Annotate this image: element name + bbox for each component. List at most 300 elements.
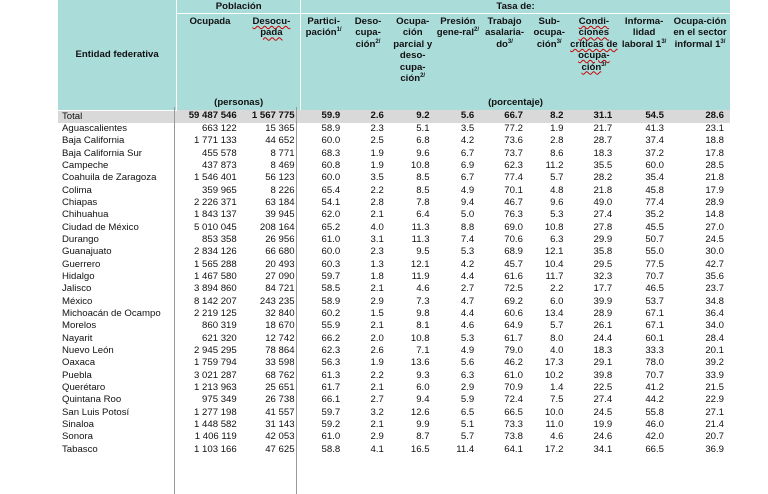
value-cell: 860 319 bbox=[202, 320, 237, 332]
value-cell: 6.0 bbox=[416, 382, 430, 394]
value-cell: 1.9 bbox=[370, 357, 384, 369]
value-cell: 17.3 bbox=[544, 357, 564, 369]
employment-table bbox=[58, 0, 730, 456]
value-cell: 9.6 bbox=[416, 147, 430, 159]
value-cell: 42 053 bbox=[265, 431, 295, 443]
value-cell: 66.1 bbox=[321, 394, 341, 406]
value-cell: 37.4 bbox=[645, 135, 664, 147]
value-cell: 61.0 bbox=[321, 233, 341, 245]
value-cell: 359 965 bbox=[202, 184, 237, 196]
table-row bbox=[58, 123, 730, 135]
table-row bbox=[58, 357, 730, 369]
table-row bbox=[58, 271, 730, 283]
value-cell: 70.7 bbox=[645, 270, 664, 282]
value-cell: 21.4 bbox=[705, 419, 724, 431]
value-cell: 7.4 bbox=[460, 233, 475, 245]
table-row bbox=[58, 296, 730, 308]
header-col: Ocupa-ción en el sector informal $1^{3/}$ bbox=[670, 14, 730, 96]
value-cell: 6.3 bbox=[550, 233, 564, 245]
value-cell: 1.3 bbox=[370, 258, 384, 270]
value-cell: 4.6 bbox=[460, 320, 475, 332]
value-cell: 70.6 bbox=[504, 233, 523, 245]
value-cell: 1.9 bbox=[370, 159, 384, 171]
value-cell: 4.9 bbox=[460, 184, 475, 196]
state-name-cell: Quintana Roo bbox=[62, 394, 122, 406]
value-cell: 42.7 bbox=[705, 258, 724, 270]
value-cell: 66.7 bbox=[480, 110, 529, 123]
value-cell: 69.2 bbox=[504, 295, 523, 307]
value-cell: 18.3 bbox=[593, 345, 613, 357]
value-cell: 58.9 bbox=[321, 295, 341, 307]
state-name-cell: San Luis Potosí bbox=[62, 406, 130, 418]
value-cell: 77.4 bbox=[645, 196, 664, 208]
value-cell: 2.1 bbox=[370, 419, 384, 431]
value-cell: 29.1 bbox=[593, 357, 613, 369]
table-row bbox=[58, 308, 730, 320]
value-cell: 2.8 bbox=[550, 135, 564, 147]
value-cell: 5 010 045 bbox=[194, 221, 237, 233]
value-cell: 65.4 bbox=[321, 184, 341, 196]
value-cell: 55.8 bbox=[645, 406, 664, 418]
value-cell: 33 598 bbox=[265, 357, 295, 369]
value-cell: 8 771 bbox=[270, 147, 295, 159]
value-cell: 76.3 bbox=[504, 209, 523, 221]
value-cell: 44 652 bbox=[265, 135, 295, 147]
value-cell: 4.1 bbox=[370, 443, 384, 455]
value-cell: 56 123 bbox=[265, 172, 295, 184]
state-name-cell: Querétaro bbox=[62, 382, 106, 394]
value-cell: 62.3 bbox=[321, 345, 341, 357]
value-cell: 59.2 bbox=[321, 419, 341, 431]
state-name-cell: Michoacán de Ocampo bbox=[62, 308, 161, 319]
value-cell: 16.5 bbox=[410, 443, 430, 455]
value-cell: 77.4 bbox=[504, 172, 523, 184]
value-cell: 33.3 bbox=[645, 345, 664, 357]
value-cell: 2.7 bbox=[370, 394, 384, 406]
table-row bbox=[58, 419, 730, 431]
table-row bbox=[58, 259, 730, 271]
value-cell: 31 143 bbox=[265, 419, 295, 431]
value-cell: 69.0 bbox=[504, 221, 523, 233]
value-cell: 66 680 bbox=[265, 246, 295, 258]
value-cell: 35.5 bbox=[593, 159, 613, 171]
value-cell: 1 213 963 bbox=[194, 382, 237, 394]
value-cell: 3.5 bbox=[370, 172, 384, 184]
value-cell: 35.6 bbox=[705, 270, 724, 282]
value-cell: 6.7 bbox=[460, 172, 475, 184]
value-cell: 8 226 bbox=[270, 184, 295, 196]
value-cell: 24.5 bbox=[705, 233, 724, 245]
state-name-cell: Total bbox=[58, 110, 177, 123]
table-row bbox=[58, 320, 730, 332]
value-cell: 9.6 bbox=[550, 196, 564, 208]
value-cell: 45.5 bbox=[645, 221, 664, 233]
value-cell: 8.8 bbox=[460, 221, 475, 233]
value-cell: 6.7 bbox=[460, 147, 475, 159]
state-name-cell: Oaxaca bbox=[62, 357, 96, 369]
value-cell: 1 448 582 bbox=[194, 419, 237, 431]
state-name-cell: Guerrero bbox=[62, 258, 101, 270]
header-col: Presión gene-ral$^{2/}$ bbox=[436, 14, 481, 96]
value-cell: 5.9 bbox=[460, 394, 475, 406]
value-cell: 27.8 bbox=[593, 221, 613, 233]
value-cell: 2.2 bbox=[370, 369, 384, 381]
value-cell: 1.4 bbox=[550, 382, 564, 394]
value-cell: 27 090 bbox=[265, 270, 295, 282]
value-cell: 77.5 bbox=[645, 258, 664, 270]
value-cell: 437 873 bbox=[202, 159, 237, 171]
value-cell: 41.2 bbox=[645, 382, 664, 394]
value-cell: 18.8 bbox=[705, 135, 724, 147]
table-row bbox=[58, 234, 730, 246]
table-row bbox=[58, 135, 730, 147]
value-cell: 15 365 bbox=[265, 122, 295, 134]
header-col: Condi-ciones críticas de ocupa-ción$^{3/}$ bbox=[570, 14, 619, 96]
value-cell: 2.3 bbox=[370, 246, 384, 258]
state-name-cell: Nayarit bbox=[62, 332, 93, 344]
state-name-cell: Campeche bbox=[62, 159, 109, 171]
value-cell: 36.4 bbox=[705, 308, 724, 319]
value-cell: 7.8 bbox=[416, 196, 430, 208]
value-cell: 64.9 bbox=[504, 320, 523, 332]
value-cell: 8.2 bbox=[529, 110, 570, 123]
value-cell: 6.9 bbox=[460, 159, 475, 171]
value-cell: 5.7 bbox=[550, 320, 564, 332]
value-cell: 4.2 bbox=[460, 258, 475, 270]
value-cell: 11.3 bbox=[411, 233, 430, 245]
table-row bbox=[58, 333, 730, 345]
value-cell: 2.9 bbox=[460, 382, 475, 394]
value-cell: 4.6 bbox=[416, 283, 430, 295]
value-cell: 54.5 bbox=[618, 110, 670, 123]
value-cell: 35.8 bbox=[593, 246, 613, 258]
value-cell: 68.3 bbox=[321, 147, 341, 159]
value-cell: 10.4 bbox=[544, 258, 564, 270]
state-name-cell: Jalisco bbox=[62, 283, 92, 295]
state-name-cell: Sonora bbox=[62, 431, 93, 443]
value-cell: 61.7 bbox=[321, 382, 341, 394]
value-cell: 27.4 bbox=[593, 209, 613, 221]
value-cell: 18 670 bbox=[265, 320, 295, 332]
value-cell: 208 164 bbox=[259, 221, 295, 233]
table-row bbox=[58, 394, 730, 406]
header-poblacion: Población bbox=[177, 0, 301, 14]
value-cell: 11.3 bbox=[411, 221, 430, 233]
value-cell: 5.1 bbox=[460, 419, 475, 431]
value-cell: 59.7 bbox=[321, 406, 341, 418]
state-name-cell: Tabasco bbox=[62, 443, 98, 455]
value-cell: 22.9 bbox=[705, 394, 724, 406]
value-cell: 23.7 bbox=[705, 283, 724, 295]
value-cell: 46.5 bbox=[645, 283, 664, 295]
value-cell: 68.9 bbox=[504, 246, 523, 258]
value-cell: 6.5 bbox=[460, 406, 475, 418]
value-cell: 1 565 288 bbox=[194, 258, 237, 270]
value-cell: 61.6 bbox=[504, 270, 523, 282]
value-cell: 62.3 bbox=[504, 159, 523, 171]
value-cell: 2 945 295 bbox=[194, 345, 237, 357]
value-cell: 2.1 bbox=[370, 382, 384, 394]
state-name-cell: Morelos bbox=[62, 320, 97, 332]
value-cell: 8.0 bbox=[550, 332, 564, 344]
value-cell: 5.3 bbox=[460, 332, 475, 344]
value-cell: 59.9 bbox=[301, 110, 347, 123]
value-cell: 11.2 bbox=[545, 159, 564, 171]
value-cell: 20.1 bbox=[705, 345, 724, 357]
value-cell: 621 320 bbox=[202, 332, 237, 344]
value-cell: 32 840 bbox=[265, 308, 295, 319]
value-cell: 61.7 bbox=[504, 332, 523, 344]
value-cell: 27.1 bbox=[705, 406, 724, 418]
header-tasa: Tasa de: bbox=[301, 0, 730, 14]
value-cell: 5.6 bbox=[460, 357, 475, 369]
value-cell: 3 021 287 bbox=[194, 369, 237, 381]
value-cell: 79.0 bbox=[504, 345, 523, 357]
value-cell: 61.3 bbox=[321, 369, 341, 381]
value-cell: 2.3 bbox=[370, 122, 384, 134]
value-cell: 68 762 bbox=[265, 369, 295, 381]
value-cell: 28.4 bbox=[705, 332, 724, 344]
value-cell: 4.4 bbox=[460, 270, 475, 282]
value-cell: 5.1 bbox=[416, 122, 430, 134]
value-cell: 39.9 bbox=[593, 295, 613, 307]
value-cell: 67.1 bbox=[645, 308, 664, 319]
value-cell: 2.7 bbox=[460, 283, 475, 295]
value-cell: 29.9 bbox=[593, 233, 613, 245]
header-desocupada: Desocu-pada bbox=[243, 14, 301, 96]
table-row bbox=[58, 431, 730, 443]
state-name-cell: Hidalgo bbox=[62, 270, 95, 282]
value-cell: 12.1 bbox=[544, 246, 564, 258]
value-cell: 1 103 166 bbox=[194, 443, 237, 455]
value-cell: 5.6 bbox=[436, 110, 481, 123]
value-cell: 50.7 bbox=[645, 233, 664, 245]
value-cell: 4.9 bbox=[460, 345, 475, 357]
table-row bbox=[58, 370, 730, 382]
value-cell: 9.2 bbox=[390, 110, 436, 123]
state-name-cell: Nuevo León bbox=[62, 345, 114, 357]
value-cell: 60.6 bbox=[504, 308, 523, 319]
value-cell: 36.9 bbox=[705, 443, 724, 455]
value-cell: 1 546 401 bbox=[194, 172, 237, 184]
value-cell: 39 945 bbox=[265, 209, 295, 221]
value-cell: 2.1 bbox=[370, 283, 384, 295]
value-cell: 5.0 bbox=[460, 209, 475, 221]
column-divider bbox=[296, 107, 297, 494]
value-cell: 30.0 bbox=[705, 246, 724, 258]
value-cell: 31.1 bbox=[570, 110, 619, 123]
value-cell: 11.7 bbox=[545, 270, 564, 282]
value-cell: 1 771 133 bbox=[194, 135, 237, 147]
value-cell: 663 122 bbox=[202, 122, 237, 134]
value-cell: 64.1 bbox=[504, 443, 523, 455]
value-cell: 3.5 bbox=[460, 122, 475, 134]
value-cell: 37.2 bbox=[645, 147, 664, 159]
value-cell: 61.0 bbox=[504, 369, 523, 381]
value-cell: 60.0 bbox=[321, 135, 341, 147]
state-name-cell: Colima bbox=[62, 184, 92, 196]
table-row bbox=[58, 148, 730, 160]
value-cell: 78.0 bbox=[645, 357, 664, 369]
value-cell: 19.9 bbox=[593, 419, 613, 431]
value-cell: 27.4 bbox=[593, 394, 613, 406]
value-cell: 4.4 bbox=[460, 308, 475, 319]
value-cell: 13.6 bbox=[410, 357, 430, 369]
state-name-cell: Guanajuato bbox=[62, 246, 112, 258]
value-cell: 10.8 bbox=[410, 159, 430, 171]
value-cell: 46.2 bbox=[504, 357, 523, 369]
value-cell: 13.4 bbox=[544, 308, 564, 319]
value-cell: 21.7 bbox=[593, 122, 613, 134]
value-cell: 2.0 bbox=[370, 332, 384, 344]
value-cell: 4.0 bbox=[550, 345, 564, 357]
value-cell: 73.7 bbox=[504, 147, 523, 159]
value-cell: 8.7 bbox=[416, 431, 430, 443]
value-cell: 60.0 bbox=[645, 159, 664, 171]
value-cell: 58.8 bbox=[321, 443, 341, 455]
value-cell: 17.2 bbox=[544, 443, 564, 455]
value-cell: 24.5 bbox=[593, 406, 613, 418]
value-cell: 72.4 bbox=[504, 394, 523, 406]
value-cell: 7.3 bbox=[416, 295, 430, 307]
value-cell: 9.5 bbox=[416, 246, 430, 258]
value-cell: 12 742 bbox=[265, 332, 295, 344]
value-cell: 77.2 bbox=[504, 122, 523, 134]
state-name-cell: Puebla bbox=[62, 369, 92, 381]
table-row bbox=[58, 382, 730, 394]
value-cell: 21.8 bbox=[593, 184, 613, 196]
value-cell: 8.6 bbox=[550, 147, 564, 159]
value-cell: 58.5 bbox=[321, 283, 341, 295]
header-entidad: Entidad federativa bbox=[58, 0, 177, 110]
value-cell: 2.9 bbox=[370, 295, 384, 307]
value-cell: 3.1 bbox=[370, 233, 384, 245]
value-cell: 5.7 bbox=[550, 172, 564, 184]
value-cell: 46.7 bbox=[504, 196, 523, 208]
table-row bbox=[58, 209, 730, 221]
value-cell: 2 834 126 bbox=[194, 246, 237, 258]
value-cell: 4.6 bbox=[550, 431, 564, 443]
value-cell: 24.6 bbox=[593, 431, 613, 443]
value-cell: 39.2 bbox=[705, 357, 724, 369]
table-row bbox=[58, 197, 730, 209]
header-col: Ocupa-ción parcial y deso-cupa-ción$^{2/}$ bbox=[390, 14, 436, 96]
value-cell: 4.7 bbox=[460, 295, 475, 307]
value-cell: 23.1 bbox=[705, 122, 724, 134]
header-col: Trabajo asalaria-$do^{3/}$ bbox=[480, 14, 529, 96]
value-cell: 53.7 bbox=[645, 295, 664, 307]
value-cell: 455 578 bbox=[202, 147, 237, 159]
value-cell: 2.5 bbox=[370, 135, 384, 147]
value-cell: 4.2 bbox=[460, 135, 475, 147]
value-cell: 67.1 bbox=[645, 320, 664, 332]
value-cell: 66.5 bbox=[645, 443, 664, 455]
value-cell: 1.8 bbox=[370, 270, 384, 282]
value-cell: 54.1 bbox=[321, 196, 341, 208]
value-cell: 44.2 bbox=[645, 394, 664, 406]
value-cell: 5.3 bbox=[550, 209, 564, 221]
value-cell: 8.1 bbox=[416, 320, 430, 332]
value-cell: 8.5 bbox=[416, 184, 430, 196]
value-cell: 60.2 bbox=[321, 308, 341, 319]
value-cell: 1.9 bbox=[550, 122, 564, 134]
value-cell: 26.1 bbox=[593, 320, 613, 332]
state-name-cell: Chihuahua bbox=[62, 209, 109, 221]
value-cell: 66.2 bbox=[321, 332, 341, 344]
value-cell: 41.3 bbox=[645, 122, 664, 134]
value-cell: 7.5 bbox=[550, 394, 564, 406]
value-cell: 243 235 bbox=[259, 295, 295, 307]
state-name-cell: Coahuila de Zaragoza bbox=[62, 172, 157, 184]
value-cell: 25 651 bbox=[265, 382, 295, 394]
table-row bbox=[58, 407, 730, 419]
value-cell: 2.8 bbox=[370, 196, 384, 208]
value-cell: 73.6 bbox=[504, 135, 523, 147]
value-cell: 4.8 bbox=[550, 184, 564, 196]
value-cell: 84 721 bbox=[265, 283, 295, 295]
value-cell: 4.0 bbox=[370, 221, 384, 233]
value-cell: 2 219 125 bbox=[194, 308, 237, 319]
state-name-cell: Baja California Sur bbox=[62, 147, 142, 159]
value-cell: 28.5 bbox=[705, 159, 724, 171]
value-cell: 61.0 bbox=[321, 431, 341, 443]
header-col: Sub-ocupa-ción$^{3/}$ bbox=[529, 14, 570, 96]
value-cell: 8 469 bbox=[270, 159, 295, 171]
state-name-cell: Baja California bbox=[62, 135, 125, 147]
value-cell: 2.1 bbox=[370, 320, 384, 332]
value-cell: 70.9 bbox=[504, 382, 523, 394]
value-cell: 10.2 bbox=[544, 369, 564, 381]
value-cell: 28.6 bbox=[670, 110, 730, 123]
value-cell: 11.4 bbox=[456, 443, 475, 455]
value-cell: 1 843 137 bbox=[194, 209, 237, 221]
value-cell: 22.5 bbox=[593, 382, 613, 394]
value-cell: 60.8 bbox=[321, 159, 341, 171]
value-cell: 1.9 bbox=[370, 147, 384, 159]
value-cell: 21.8 bbox=[705, 172, 724, 184]
value-cell: 6.3 bbox=[460, 369, 475, 381]
value-cell: 2.2 bbox=[550, 283, 564, 295]
value-cell: 65.2 bbox=[321, 221, 341, 233]
value-cell: 59.7 bbox=[321, 270, 341, 282]
value-cell: 55.9 bbox=[321, 320, 341, 332]
units-personas: (personas) bbox=[177, 95, 301, 110]
value-cell: 49.0 bbox=[593, 196, 613, 208]
value-cell: 42.0 bbox=[645, 431, 664, 443]
value-cell: 853 358 bbox=[202, 233, 237, 245]
value-cell: 60.3 bbox=[321, 258, 341, 270]
table-row bbox=[58, 185, 730, 197]
value-cell: 6.0 bbox=[550, 295, 564, 307]
value-cell: 2.6 bbox=[370, 345, 384, 357]
value-cell: 10.0 bbox=[544, 406, 564, 418]
value-cell: 2.9 bbox=[370, 431, 384, 443]
value-cell: 28.7 bbox=[593, 135, 613, 147]
value-cell: 11.0 bbox=[545, 419, 564, 431]
value-cell: 60.1 bbox=[645, 332, 664, 344]
value-cell: 12.1 bbox=[410, 258, 430, 270]
value-cell: 55.0 bbox=[645, 246, 664, 258]
value-cell: 20 493 bbox=[265, 258, 295, 270]
state-name-cell: Sinaloa bbox=[62, 419, 95, 431]
value-cell: 2.2 bbox=[370, 184, 384, 196]
value-cell: 10.8 bbox=[544, 221, 564, 233]
value-cell: 41 557 bbox=[265, 406, 295, 418]
value-cell: 5.3 bbox=[460, 246, 475, 258]
value-cell: 24.4 bbox=[593, 332, 613, 344]
table-row bbox=[58, 160, 730, 172]
table-row bbox=[58, 246, 730, 258]
